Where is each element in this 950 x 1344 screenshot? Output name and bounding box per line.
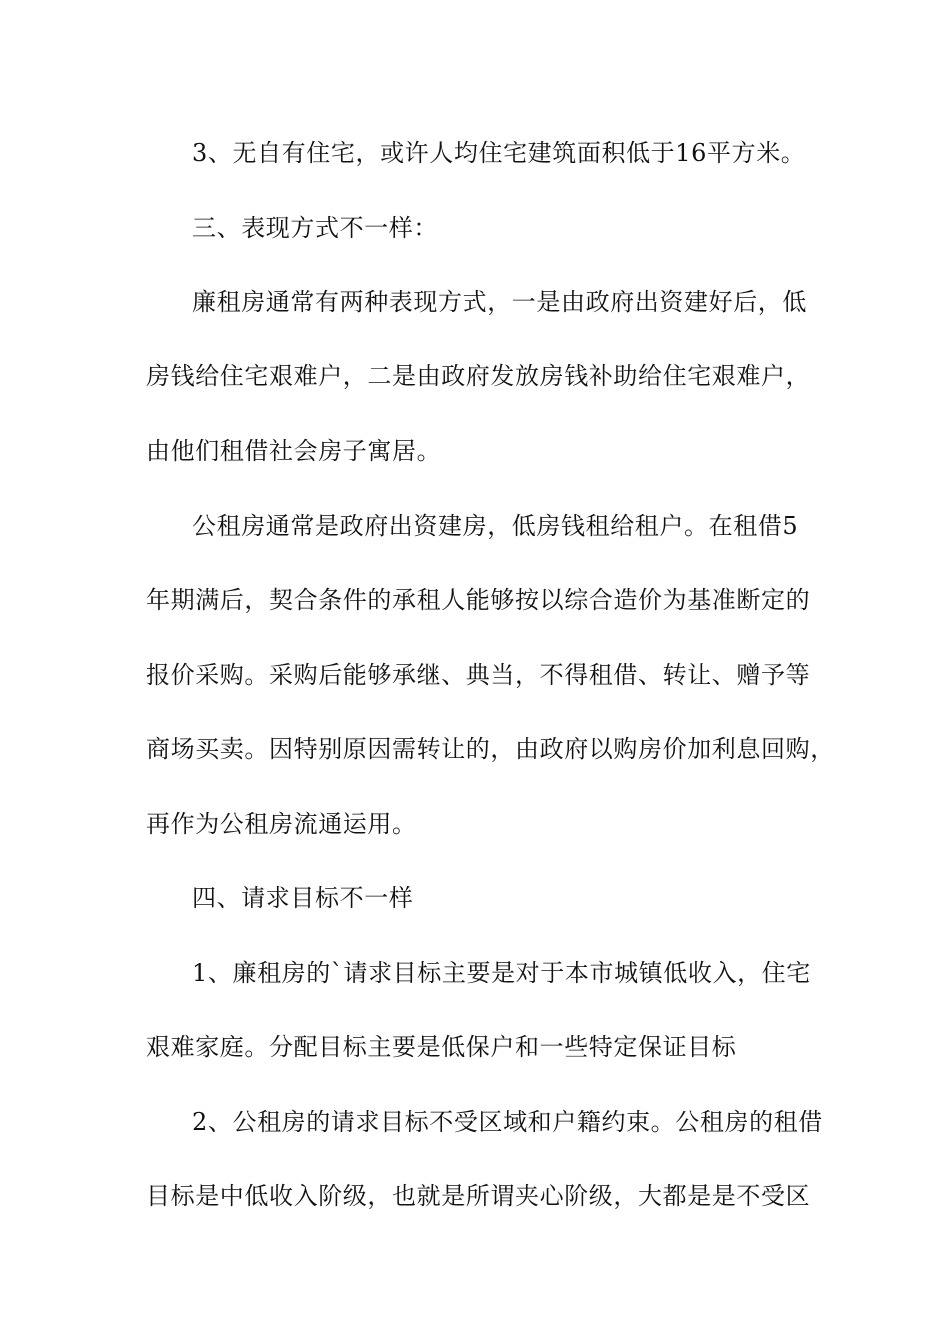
section-heading: 四、请求目标不一样 [192,884,414,912]
paragraph-line: 公租房通常是政府出资建房，低房钱租给租户。在租借5 [192,512,799,540]
paragraph-line: 廉租房通常有两种表现方式，一是由政府出资建好后，低 [192,288,807,316]
paragraph-line: 再作为公租房流通运用。 [146,810,417,838]
paragraph-line: 房钱给住宅艰难户，二是由政府发放房钱补助给住宅艰难户， [146,362,811,390]
paragraph-line: 3、无自有住宅，或许人均住宅建筑面积低于16平方米。 [192,139,806,167]
paragraph-line: 1、廉租房的`请求目标主要是对于本市城镇低收入，住宅 [192,959,811,987]
paragraph-line: 艰难家庭。分配目标主要是低保户和一些特定保证目标 [146,1033,737,1061]
paragraph-line: 目标是中低收入阶级，也就是所谓夹心阶级，大都是是不受区 [146,1182,811,1210]
paragraph-line: 2、公租房的请求目标不受区域和户籍约束。公租房的租借 [192,1108,823,1136]
paragraph-line: 商场买卖。因特别原因需转让的，由政府以购房价加利息回购， [146,735,835,763]
section-heading: 三、表现方式不一样： [192,214,438,242]
paragraph-line: 由他们租借社会房子寓居。 [146,437,442,465]
paragraph-line: 报价采购。采购后能够承继、典当，不得租借、转让、赠予等 [146,661,811,689]
paragraph-line: 年期满后，契合条件的承租人能够按以综合造价为基准断定的 [146,586,811,614]
